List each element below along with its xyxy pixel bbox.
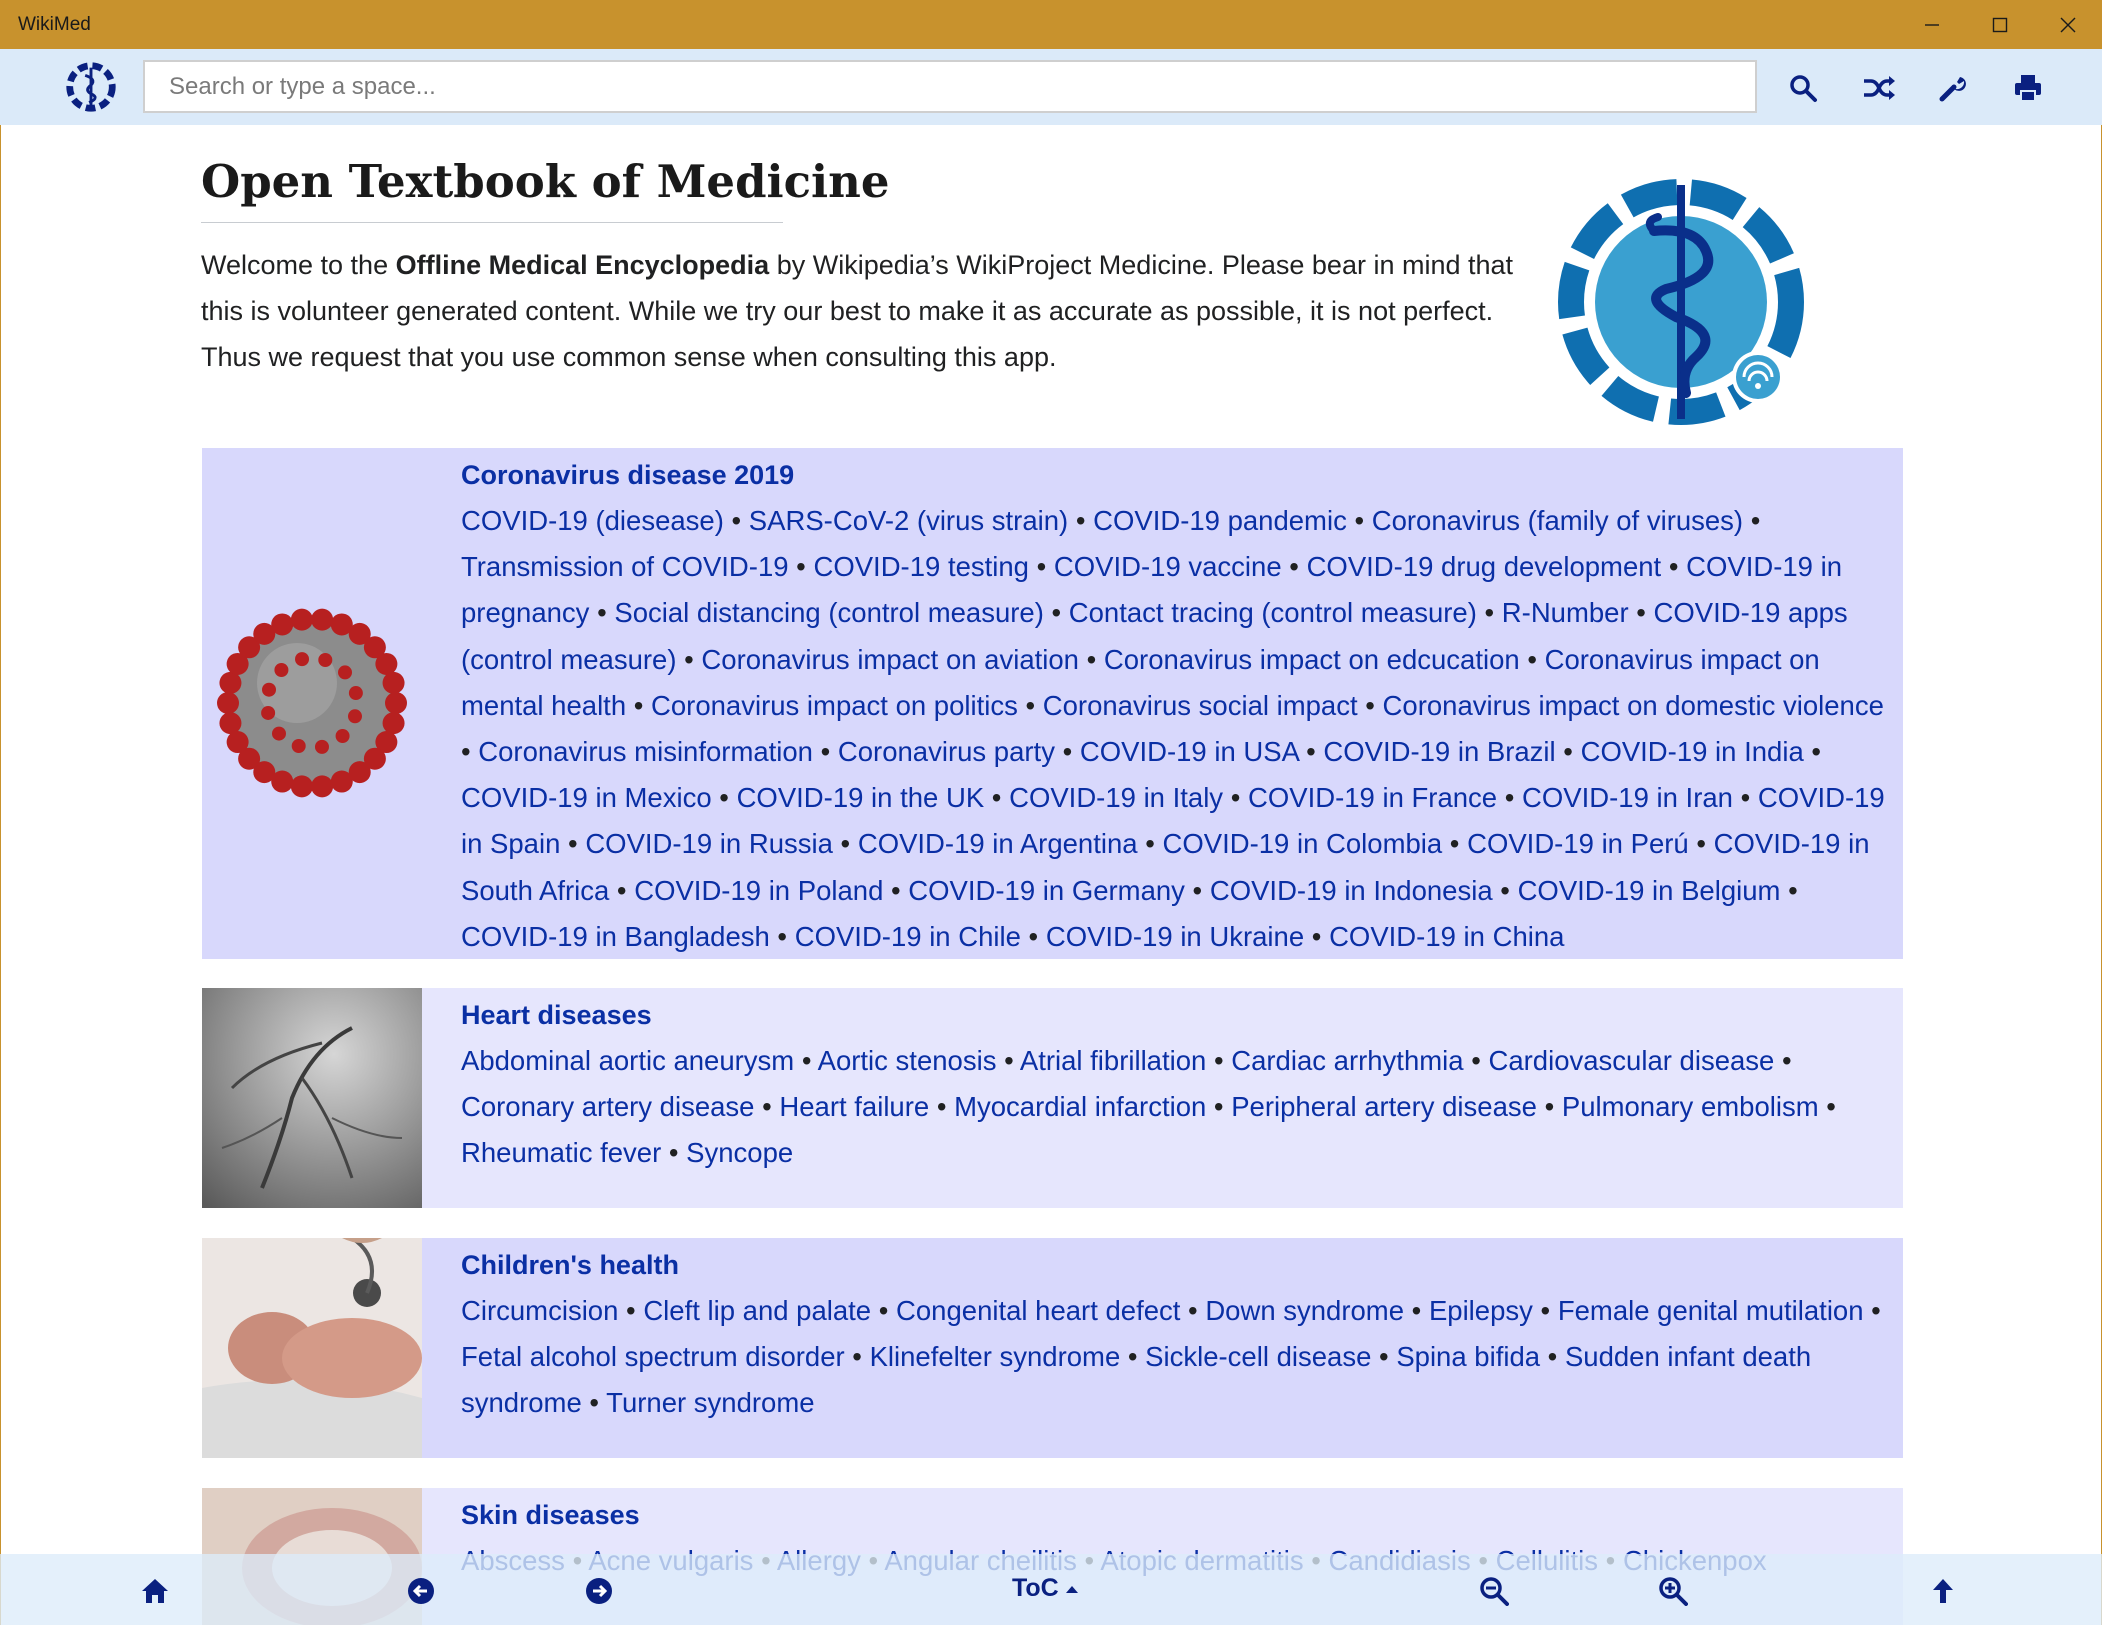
link-separator: • — [1492, 874, 1518, 906]
article-link[interactable]: SARS-CoV-2 (virus strain) — [748, 505, 1069, 536]
link-separator: • — [812, 736, 838, 768]
coronary-angiogram — [202, 988, 422, 1208]
article-link[interactable]: Cardiovascular disease — [1488, 1045, 1775, 1076]
article-link[interactable]: Coronavirus impact on mental health — [461, 643, 1820, 721]
link-separator: • — [1120, 1341, 1146, 1373]
link-separator: • — [984, 782, 1010, 814]
article-link[interactable]: COVID-19 in Iran — [1522, 782, 1733, 814]
link-separator: • — [794, 1045, 818, 1076]
link-separator: • — [1020, 920, 1046, 952]
article-link[interactable]: COVID-19 in Mexico — [461, 782, 712, 814]
article-link[interactable]: Abdominal aortic aneurysm — [461, 1045, 795, 1076]
toc-button[interactable] — [1012, 1574, 1079, 1603]
article-link[interactable]: Coronavirus impact on aviation — [701, 643, 1079, 675]
link-separator: • — [1357, 689, 1383, 721]
article-link[interactable]: Fetal alcohol spectrum disorder — [461, 1341, 845, 1373]
print-button[interactable] — [2003, 63, 2053, 113]
link-separator: • — [626, 689, 652, 721]
intro-bold: Offline Medical Encyclopedia — [395, 250, 770, 280]
link-separator: • — [1743, 505, 1761, 536]
article-link[interactable]: COVID-19 in Belgium — [1517, 874, 1781, 906]
home-icon — [141, 1577, 169, 1605]
article-link[interactable]: Syncope — [686, 1137, 794, 1169]
link-separator: • — [676, 643, 702, 675]
link-separator: • — [1206, 1045, 1232, 1076]
article-link[interactable]: Cleft lip and palate — [643, 1295, 872, 1326]
link-separator: • — [1540, 1341, 1565, 1373]
article-link[interactable]: Contact tracing (control measure) — [1068, 597, 1477, 629]
toc-label: ToC — [1012, 1574, 1059, 1602]
forward-icon — [585, 1577, 613, 1605]
search-icon — [1788, 73, 1818, 103]
article-link[interactable]: COVID-19 drug development — [1306, 551, 1662, 583]
scroll-top-button[interactable] — [1923, 1571, 1963, 1611]
link-separator: • — [560, 828, 586, 860]
wikiproject-medicine-logo — [1546, 167, 1816, 437]
intro-paragraph — [201, 242, 1521, 380]
back-icon — [407, 1577, 435, 1605]
article-link[interactable]: COVID-19 in Germany — [908, 874, 1185, 906]
article-link[interactable]: COVID-19 apps (control measure) — [461, 597, 1848, 675]
section-children-text — [461, 1238, 1891, 1427]
maximize-button[interactable] — [1966, 0, 2034, 49]
section-title[interactable]: Heart diseases — [461, 1000, 652, 1030]
link-separator: • — [1780, 874, 1798, 906]
minimize-button[interactable] — [1898, 0, 1966, 49]
maximize-icon — [1992, 17, 2008, 33]
link-separator: • — [661, 1137, 687, 1169]
link-separator: • — [1536, 1091, 1562, 1123]
wrench-icon — [1938, 73, 1968, 103]
intro-suffix: by Wikipedia’s WikiProject Medicine. Please bear in mind that this is volunteer generated content. While we try our best to make it as accurate as possible, it is not perfect. Thus we request that you use common sense when consulting this app. — [201, 250, 1514, 372]
article-link[interactable]: COVID-19 in China — [1329, 920, 1565, 952]
home-button[interactable] — [135, 1571, 175, 1611]
article-link[interactable]: Pulmonary embolism — [1561, 1091, 1819, 1123]
article-link[interactable]: R-Number — [1501, 597, 1629, 629]
settings-button[interactable] — [1928, 63, 1978, 113]
link-separator: • — [711, 782, 737, 814]
section-title[interactable]: Skin diseases — [461, 1500, 640, 1530]
bottom-bar — [0, 1554, 2102, 1625]
section-links — [461, 1288, 1891, 1427]
link-separator: • — [844, 1341, 870, 1373]
link-separator: • — [1476, 597, 1502, 629]
article-link[interactable]: Transmission of COVID-19 — [461, 551, 789, 583]
link-separator: • — [589, 597, 615, 629]
article-content — [0, 125, 2102, 1625]
link-separator: • — [1532, 1295, 1558, 1326]
caret-up-icon — [1065, 1584, 1079, 1594]
article-link[interactable]: COVID-19 in Russia — [585, 828, 833, 860]
article-link[interactable]: COVID-19 in Italy — [1009, 782, 1224, 814]
link-separator: • — [1732, 782, 1758, 814]
link-separator: • — [609, 874, 635, 906]
coronavirus-illustration — [202, 588, 422, 818]
title-bar — [0, 0, 2102, 49]
article-link[interactable]: COVID-19 in France — [1247, 782, 1498, 814]
link-separator: • — [1137, 828, 1163, 860]
random-article-button[interactable] — [1854, 63, 1904, 113]
section-covid — [202, 448, 1903, 959]
section-heart — [202, 988, 1903, 1208]
link-separator: • — [1497, 782, 1523, 814]
article-link[interactable]: Social distancing (control measure) — [614, 597, 1044, 629]
link-separator: • — [1404, 1295, 1429, 1326]
link-separator: • — [581, 1387, 607, 1419]
wikiproject-medicine-logo-icon[interactable] — [62, 58, 120, 116]
section-links — [461, 1038, 1891, 1177]
section-covid-text — [461, 448, 1891, 960]
article-link[interactable]: Coronavirus (family of viruses) — [1371, 505, 1744, 536]
article-link[interactable]: COVID-19 in the UK — [736, 782, 985, 814]
article-link[interactable]: Cardiac arrhythmia — [1231, 1045, 1464, 1076]
article-link[interactable]: Coronavirus social impact — [1042, 689, 1358, 721]
article-link[interactable]: Epilepsy — [1428, 1295, 1533, 1326]
link-separator: • — [1803, 736, 1822, 768]
article-link[interactable]: COVID-19 in Spain — [461, 782, 1885, 860]
link-separator: • — [1028, 551, 1054, 583]
link-separator: • — [1774, 1045, 1792, 1076]
search-button[interactable] — [1778, 63, 1828, 113]
link-separator: • — [769, 920, 795, 952]
link-separator: • — [1184, 874, 1210, 906]
link-separator: • — [1818, 1091, 1836, 1123]
article-link[interactable]: Myocardial infarction — [954, 1091, 1207, 1123]
article-link[interactable]: COVID-19 testing — [813, 551, 1029, 583]
article-link[interactable]: Down syndrome — [1205, 1295, 1405, 1326]
article-link[interactable]: COVID-19 in Brazil — [1323, 736, 1556, 768]
article-link[interactable]: Coronavirus impact on politics — [651, 689, 1018, 721]
article-link[interactable]: COVID-19 in Poland — [634, 874, 884, 906]
article-link[interactable]: Coronary artery disease — [461, 1091, 755, 1123]
article-link[interactable]: Congenital heart defect — [896, 1295, 1181, 1326]
link-separator: • — [929, 1091, 955, 1123]
link-separator: • — [461, 736, 479, 768]
back-button[interactable] — [401, 1571, 441, 1611]
article-link[interactable]: COVID-19 in India — [1580, 736, 1804, 768]
section-title[interactable]: Coronavirus disease 2019 — [461, 460, 795, 490]
link-separator: • — [1863, 1295, 1881, 1326]
link-separator: • — [1054, 736, 1080, 768]
article-link[interactable]: COVID-19 pandemic — [1093, 505, 1347, 536]
article-link[interactable]: Sickle-cell disease — [1145, 1341, 1372, 1373]
link-separator: • — [754, 1091, 780, 1123]
link-separator: • — [788, 551, 814, 583]
article-link[interactable]: Coronavirus misinformation — [478, 736, 813, 768]
article-link[interactable]: COVID-19 in Chile — [794, 920, 1021, 952]
link-separator: • — [723, 505, 749, 536]
article-link[interactable]: COVID-19 in Argentina — [857, 828, 1138, 860]
link-separator: • — [1078, 643, 1104, 675]
forward-button[interactable] — [579, 1571, 619, 1611]
article-link[interactable]: Rheumatic fever — [461, 1137, 662, 1169]
link-separator: • — [1206, 1091, 1232, 1123]
article-link[interactable]: COVID-19 in Colombia — [1162, 828, 1443, 860]
article-link[interactable]: COVID-19 in Indonesia — [1209, 874, 1493, 906]
article-link[interactable]: COVID-19 (diesease) — [461, 505, 724, 536]
link-separator: • — [1043, 597, 1069, 629]
minimize-icon — [1924, 17, 1940, 33]
article-link[interactable]: Turner syndrome — [606, 1387, 815, 1419]
link-separator: • — [1281, 551, 1307, 583]
zoom-out-icon — [1479, 1576, 1509, 1606]
intro-prefix: Welcome to the — [201, 250, 396, 280]
link-separator: • — [1519, 643, 1545, 675]
article-link[interactable]: COVID-19 in Ukraine — [1045, 920, 1305, 952]
toolbar — [0, 49, 2102, 125]
section-heart-text — [461, 988, 1891, 1177]
article-link[interactable]: COVID-19 vaccine — [1053, 551, 1282, 583]
section-children — [202, 1238, 1903, 1458]
article-link[interactable]: Aortic stenosis — [817, 1045, 997, 1076]
link-separator: • — [1017, 689, 1043, 721]
article-link[interactable]: COVID-19 in USA — [1079, 736, 1299, 768]
article-link[interactable]: Circumcision — [461, 1295, 619, 1326]
zoom-in-button[interactable] — [1653, 1571, 1693, 1611]
close-button[interactable] — [2034, 0, 2102, 49]
link-separator: • — [1304, 920, 1330, 952]
link-separator: • — [1555, 736, 1581, 768]
article-link[interactable]: COVID-19 in Perú — [1467, 828, 1689, 860]
article-link[interactable]: COVID-19 in Bangladesh — [461, 920, 770, 952]
newborn-with-stethoscope — [202, 1238, 422, 1458]
link-separator: • — [1371, 1341, 1397, 1373]
article-link[interactable]: Sudden infant death syndrome — [461, 1341, 1812, 1419]
link-separator: • — [996, 1045, 1020, 1076]
zoom-in-icon — [1658, 1576, 1688, 1606]
article-link[interactable]: Atrial fibrillation — [1019, 1045, 1207, 1076]
print-icon — [2013, 73, 2043, 103]
article-link[interactable]: COVID-19 in South Africa — [461, 828, 1870, 906]
scroll-top-icon — [1931, 1577, 1955, 1605]
link-separator: • — [1661, 551, 1687, 583]
article-link[interactable]: Coronavirus impact on domestic violence — [1382, 689, 1884, 721]
page-title: Open Textbook of Medicine — [201, 155, 783, 223]
article-link[interactable]: Klinefelter syndrome — [869, 1341, 1121, 1373]
article-link[interactable]: Peripheral artery disease — [1231, 1091, 1537, 1123]
link-separator: • — [832, 828, 858, 860]
link-separator: • — [1223, 782, 1248, 814]
article-link[interactable]: Coronavirus party — [837, 736, 1055, 768]
link-separator: • — [871, 1295, 897, 1326]
article-link[interactable]: Heart failure — [779, 1091, 930, 1123]
link-separator: • — [1180, 1295, 1206, 1326]
article-link[interactable]: Female genital mutilation — [1557, 1295, 1864, 1326]
section-title[interactable]: Children's health — [461, 1250, 679, 1280]
article-link[interactable]: COVID-19 in pregnancy — [461, 551, 1843, 629]
link-separator: • — [1346, 505, 1372, 536]
search-input[interactable] — [143, 60, 1757, 113]
link-separator: • — [1442, 828, 1468, 860]
link-separator: • — [1463, 1045, 1489, 1076]
app-title: WikiMed — [18, 14, 91, 35]
zoom-out-button[interactable] — [1474, 1571, 1514, 1611]
link-separator: • — [883, 874, 909, 906]
article-link[interactable]: Spina bifida — [1396, 1341, 1541, 1373]
link-separator: • — [1688, 828, 1714, 860]
close-icon — [2060, 17, 2076, 33]
section-links — [461, 498, 1891, 960]
article-link[interactable]: Coronavirus impact on edcucation — [1103, 643, 1520, 675]
link-separator: • — [1068, 505, 1094, 536]
link-separator: • — [618, 1295, 644, 1326]
link-separator: • — [1298, 736, 1324, 768]
shuffle-icon — [1862, 73, 1896, 103]
link-separator: • — [1628, 597, 1654, 629]
